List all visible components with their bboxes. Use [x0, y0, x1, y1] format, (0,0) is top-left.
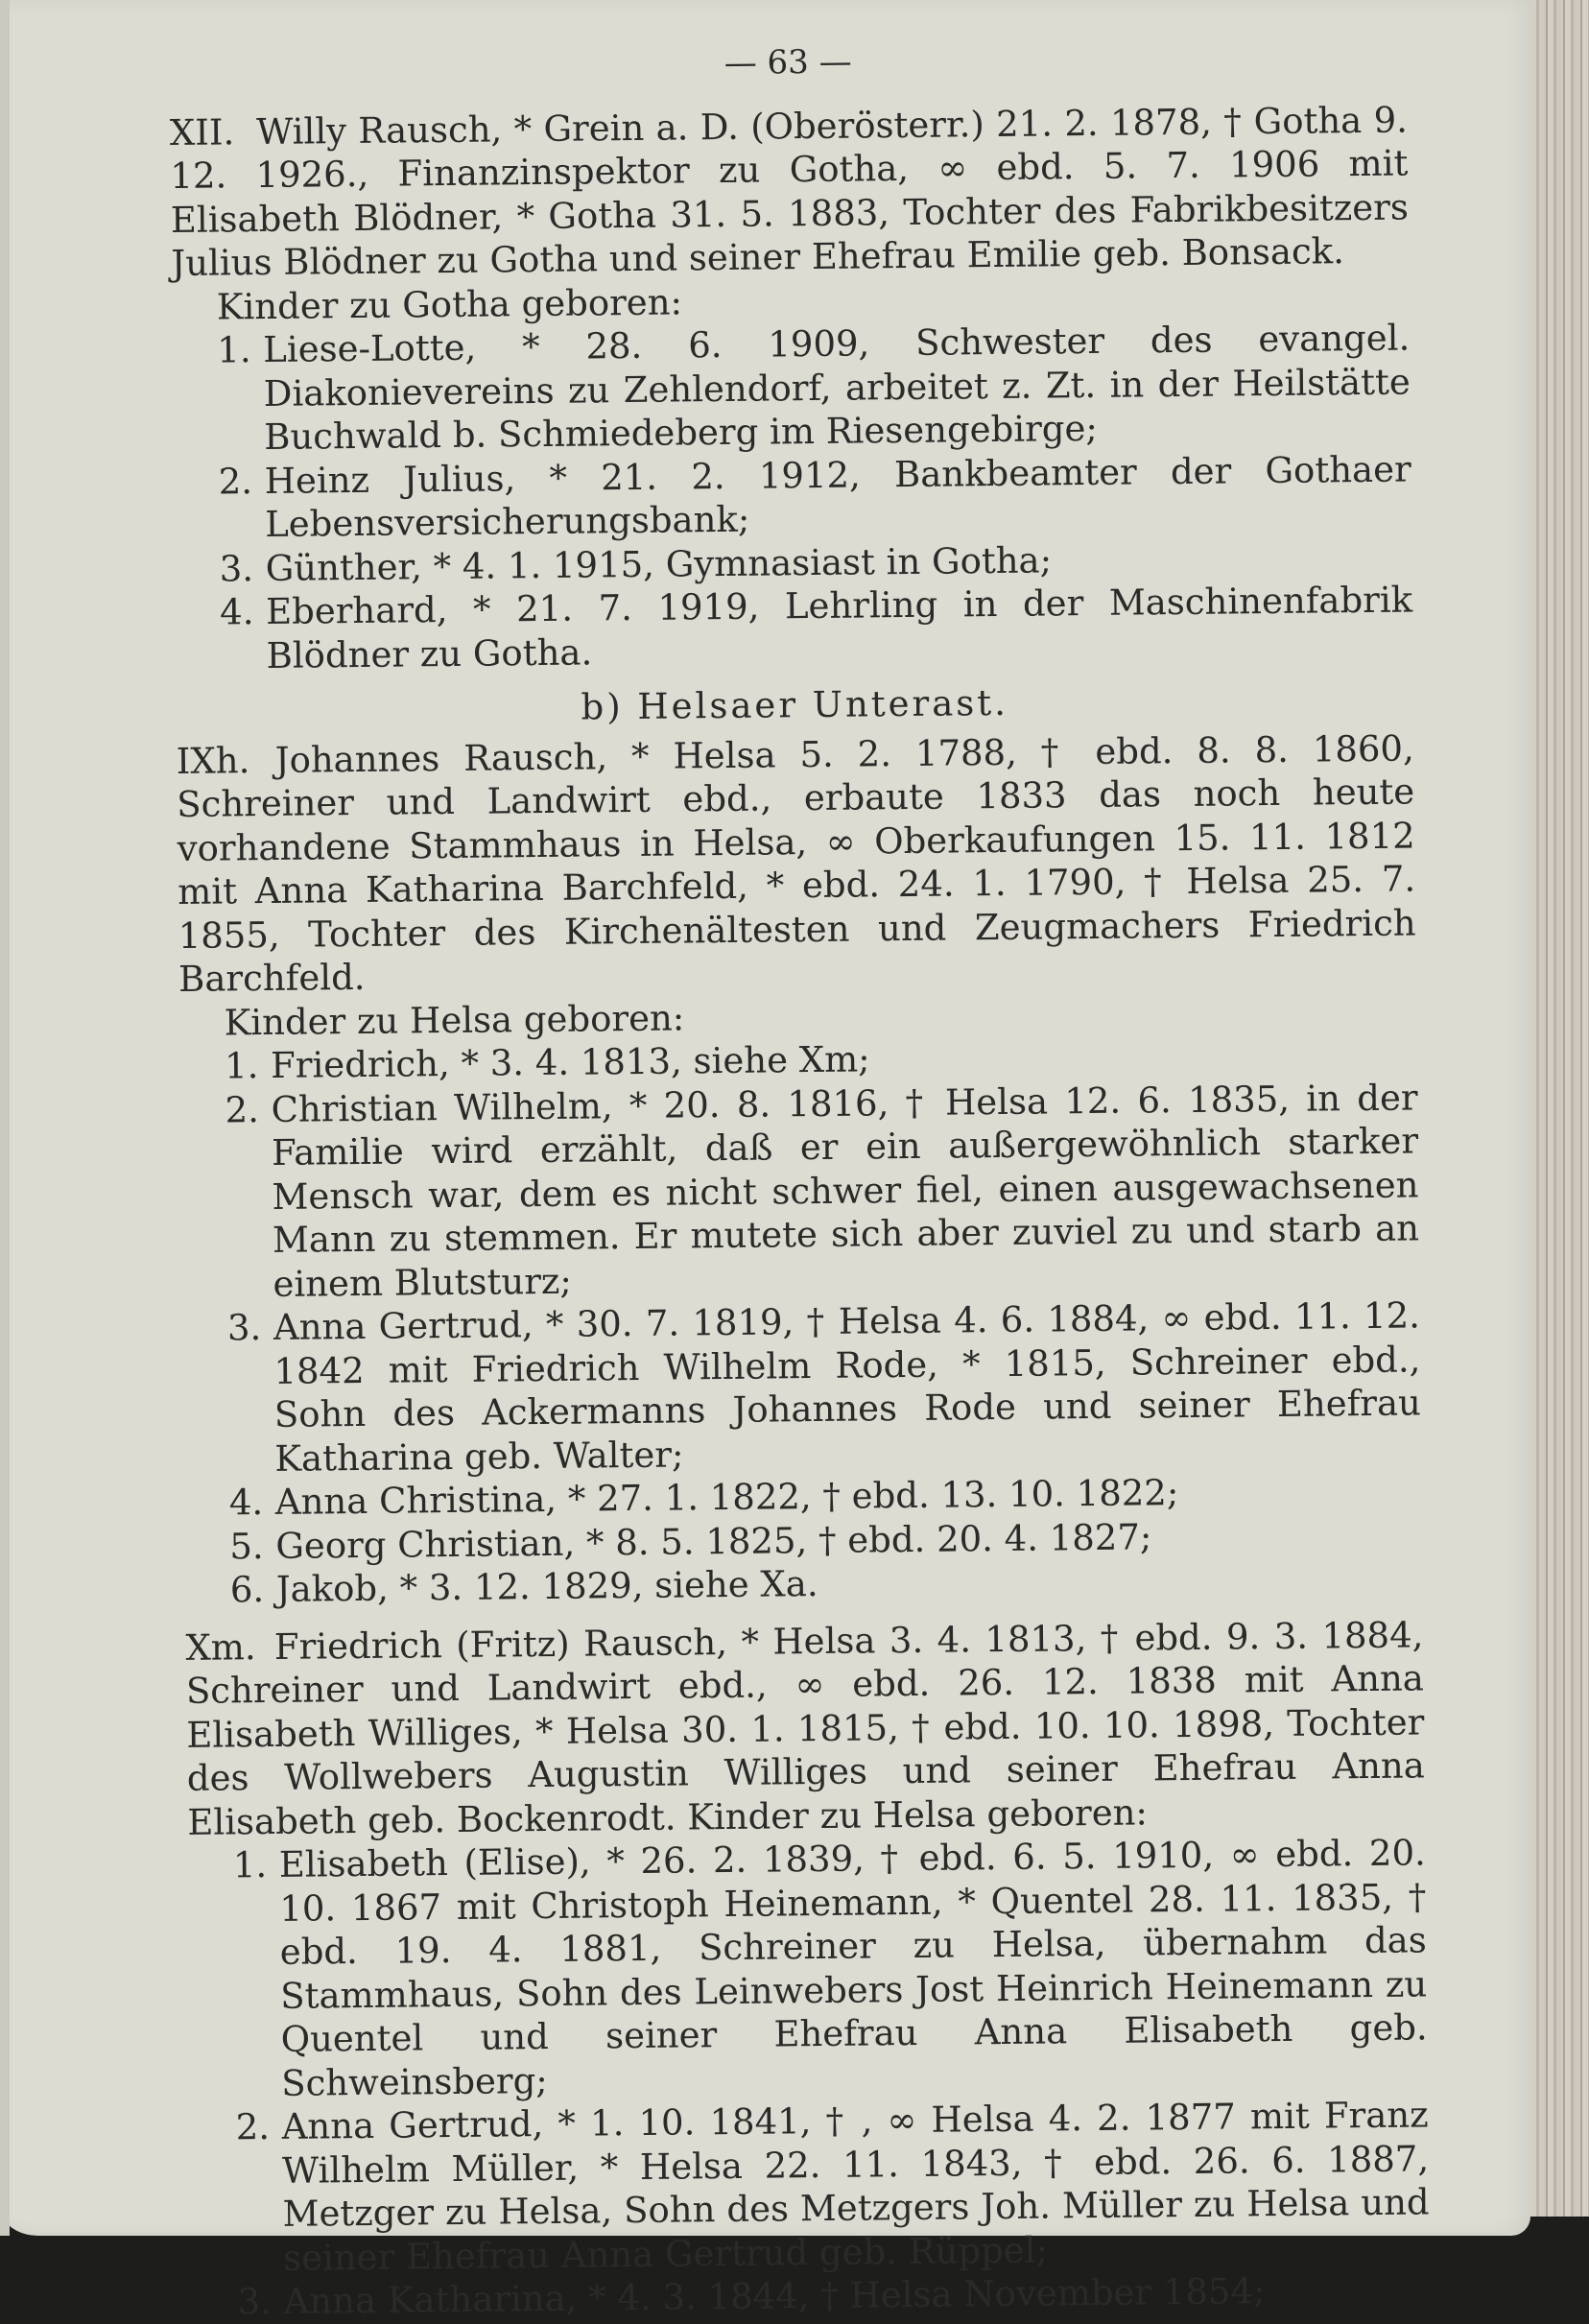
list-item: 2. Christian Wilhelm, * 20. 8. 1816, † Helsa 12. 6. 1835, in der Familie wird erzählt, daß er ein außergewöhnlich starker Mensch war, dem es nicht schwer fiel, einen ausgewachsenen Mann zu stemmen. Er mutete sich aber zuviel zu und starb an einem Blutsturz;	[225, 1076, 1420, 1305]
entry-xii	[170, 98, 1410, 285]
entry-ixh	[177, 726, 1417, 1001]
children-intro: Kinder zu Gotha geboren:	[216, 280, 683, 327]
entry-text: Willy Rausch, * Grein a. D. (Oberösterr.) 21. 2. 1878, † Gotha 9. 12. 1926., Finanzinspektor zu Gotha, ∞ ebd. 5. 7. 1906 mit Elisabeth Blödner, * Gotha 31. 5. 1883, Tochter des Fabrikbesitzers Julius Blödner zu Gotha und seiner Ehefrau Emilie geb. Bonsack.	[170, 98, 1410, 284]
entry-label: IXh.	[176, 739, 250, 782]
section-heading: b) Helsaer Unterast.	[581, 681, 1009, 728]
page-content	[169, 35, 1431, 2324]
page-number: — 63 —	[723, 42, 852, 83]
children-intro: Kinder zu Helsa geboren:	[224, 996, 685, 1043]
list-item: 4. Anna Christina, * 27. 1. 1822, † ebd. 13. 10. 1822;	[228, 1472, 1179, 1524]
entry-text: Friedrich (Fritz) Rausch, * Helsa 3. 4. 1813, † ebd. 9. 3. 1884, Schreiner und Landwirt ebd., ∞ ebd. 26. 12. 1838 mit Anna Elisabeth Williges, * Helsa 30. 1. 1815, † ebd. 10. 10. 1898, Tochter des Wollwebers Augustin Williges und seiner Ehefrau Anna Elisabeth geb. Bockenrodt. Kinder zu Helsa geboren:	[185, 1613, 1426, 1843]
list-item: 4. Eberhard, * 21. 7. 1919, Lehrling in der Maschinenfabrik Blödner zu Gotha.	[219, 579, 1413, 676]
list-item: 1. Liese-Lotte, * 28. 6. 1909, Schwester des evangel. Diakonievereins zu Zehlendorf, arbeitet z. Zt. in der Heilstätte Buchwald b. Schmiedeberg im Riesengebirge;	[217, 317, 1411, 458]
book-binding-edge	[1530, 0, 1589, 2217]
list-item: 3. Günther, * 4. 1. 1915, Gymnasiast in Gotha;	[219, 538, 1053, 589]
list-item: 1. Elisabeth (Elise), * 26. 2. 1839, † ebd. 6. 5. 1910, ∞ ebd. 20. 10. 1867 mit Christoph Heinemann, * Quentel 28. 11. 1835, † ebd. 19. 4. 1881, Schreiner zu Helsa, übernahm das Stammhaus, Sohn des Leinwebers Jost Heinrich Heinemann zu Quentel und seiner Ehefrau Anna Elisabeth geb. Schweinsberg;	[232, 1832, 1428, 2104]
page-edge	[0, 0, 10, 2236]
entry-xm	[185, 1613, 1425, 1844]
list-item: 2. Heinz Julius, * 21. 2. 1912, Bankbeamter der Gothaer Lebensversicherungsbank;	[218, 447, 1411, 545]
entry-label: Xm.	[185, 1625, 256, 1669]
entry-text: Johannes Rausch, * Helsa 5. 2. 1788, † ebd. 8. 8. 1860, Schreiner und Landwirt ebd., erbaute 1833 das noch heute vorhandene Stammhaus in Helsa, ∞ Oberkaufungen 15. 11. 1812 mit Anna Katharina Barchfeld, * ebd. 24. 1. 1790, † Helsa 25. 7. 1855, Tochter des Kirchenältesten und Zeugmachers Friedrich Barchfeld.	[177, 726, 1416, 1000]
list-item: 1. Friedrich, * 3. 4. 1813, siehe Xm;	[224, 1038, 870, 1087]
entry-label: XII.	[169, 110, 235, 154]
list-item: 3. Anna Gertrud, * 30. 7. 1819, † Helsa 4. 6. 1884, ∞ ebd. 11. 12. 1842 mit Friedrich Wilhelm Rode, * 1815, Schreiner ebd., Sohn des Ackermanns Johannes Rode und seiner Ehefrau Katharina geb. Walter;	[226, 1294, 1422, 1480]
list-item: 5. Georg Christian, * 8. 5. 1825, † ebd. 20. 4. 1827;	[229, 1515, 1152, 1567]
list-item: 6. Jakob, * 3. 12. 1829, siehe Xa.	[229, 1563, 818, 1611]
list-item: 3. Anna Katharina, * 4. 3. 1844, † Helsa November 1854;	[237, 2270, 1266, 2323]
list-item: 2. Anna Gertrud, * 1. 10. 1841, † , ∞ Helsa 4. 2. 1877 mit Franz Wilhelm Müller, * Helsa 22. 11. 1843, † ebd. 26. 6. 1887, Metzger zu Helsa, Sohn des Metzgers Joh. Müller zu Helsa und seiner Ehefrau Anna Gertrud geb. Rüppel;	[235, 2094, 1430, 2279]
